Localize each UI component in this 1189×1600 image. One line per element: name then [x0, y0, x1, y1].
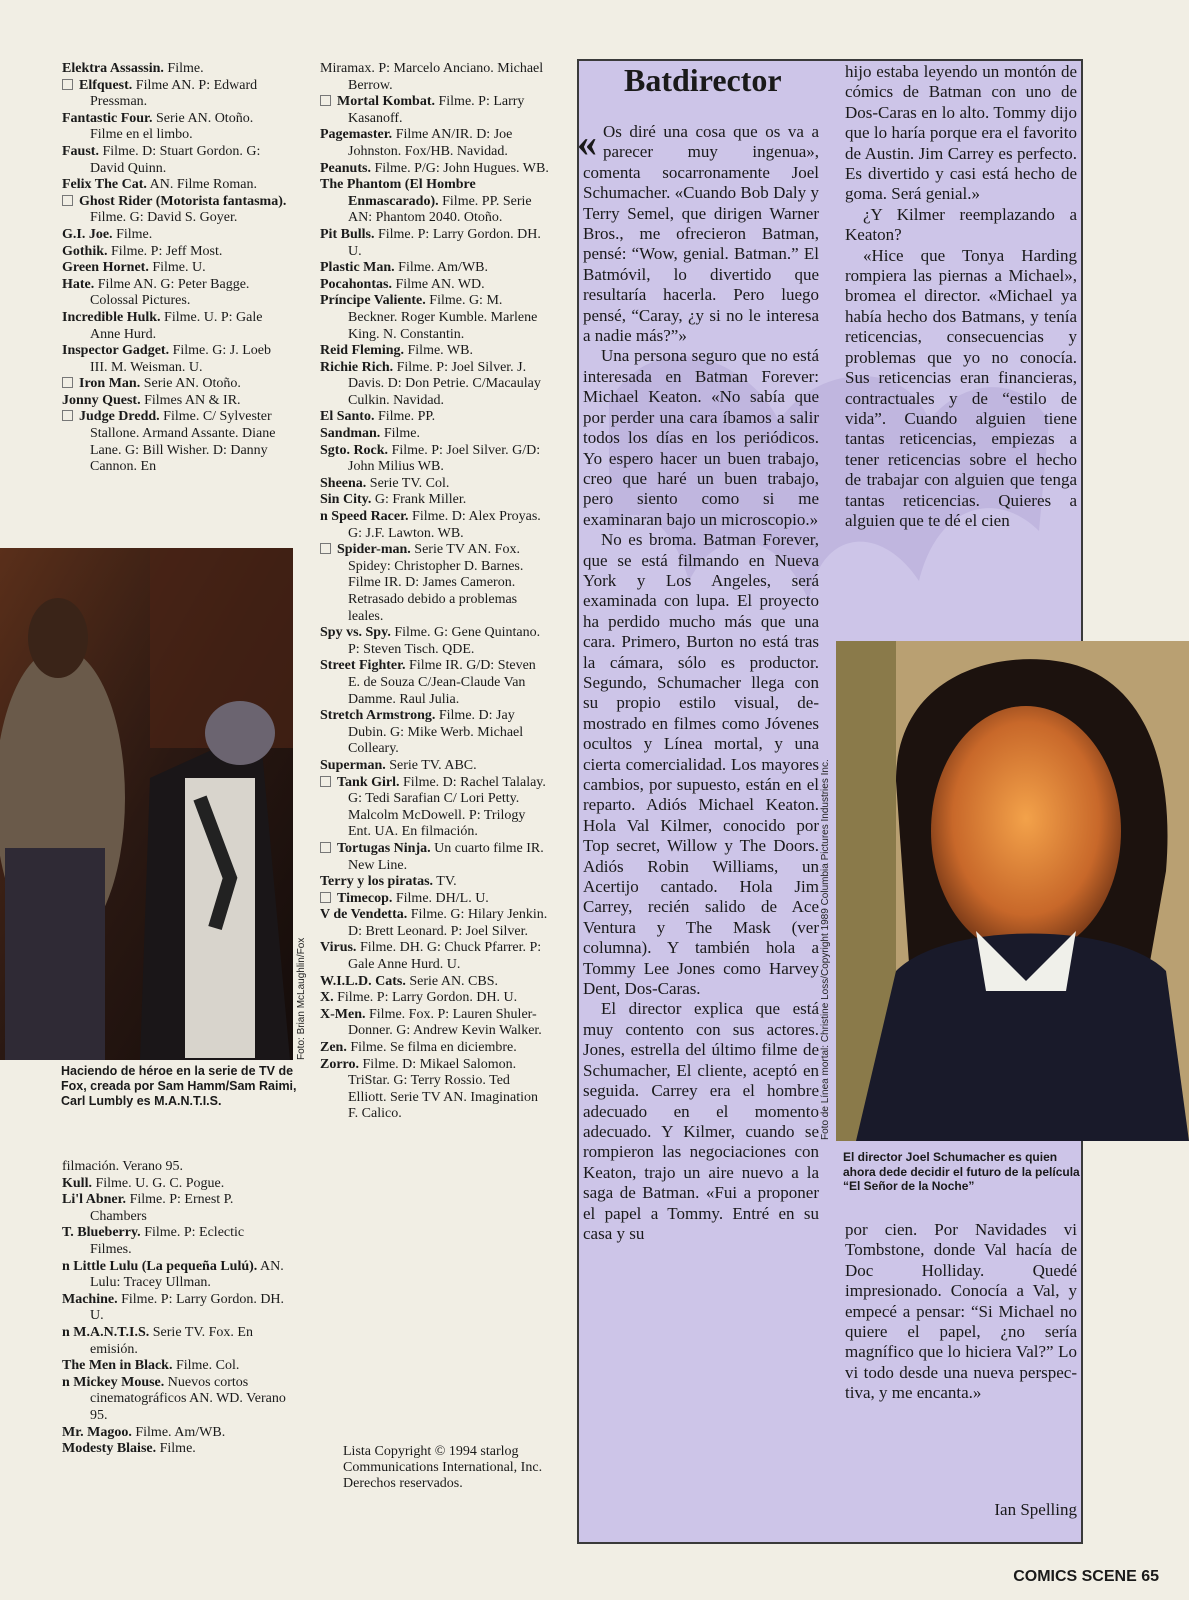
listing-title: Faust. — [62, 143, 99, 159]
listing-title: n Little Lulu (La pequeña Lulú). — [62, 1258, 258, 1274]
listing-details: Serie AN. Otoño. — [140, 376, 241, 392]
sidebar-paragraph — [845, 1220, 1077, 1404]
listing-title: Pagemaster. — [320, 127, 393, 143]
listing-details: Filme AN. WD. — [391, 276, 485, 292]
listing-title: n Speed Racer. — [320, 509, 409, 525]
listing-entry — [320, 542, 550, 625]
listing-title: Plastic Man. — [320, 260, 395, 276]
listing-details: Serie AN. CBS. — [405, 973, 499, 989]
listing-details: Filme. G: M. Beckner. Roger Kumble. Marlene King. N. Constantin. — [348, 293, 538, 342]
listing-entry — [320, 841, 550, 874]
listing-title: Fantastic Four. — [62, 110, 153, 126]
listing-title: Spy vs. Spy. — [320, 625, 391, 641]
checkbox-icon — [320, 892, 331, 903]
listing-column-1-top — [62, 61, 288, 476]
listing-details: Filme. P: Joel Silver. J. Davis. D: Don Petrie. C/Macaulay Culkin. Navidad. — [348, 359, 541, 408]
listing-entry — [320, 360, 550, 410]
listing-title: Terry y los piratas. — [320, 874, 434, 890]
listing-details: Filme. D: Mikael Salomon. TriStar. G: Terry Rossio. Ted Elliott. Serie TV AN. Imagination F. Calico. — [348, 1056, 539, 1122]
listing-entry — [320, 990, 550, 1007]
mantis-photo-image — [0, 548, 293, 1060]
listing-details: Filme. D: Alex Proyas. G: J.F. Lawton. WB. — [348, 509, 541, 541]
listing-entry — [320, 940, 550, 973]
listing-entry — [320, 409, 550, 426]
listing-details: Filme. P: Jeff Most. — [107, 243, 223, 259]
listing-title: Superman. — [320, 757, 386, 773]
listing-details: AN. Lulu: Tracey Ullman. — [90, 1258, 284, 1291]
listing-title: Modesty Blaise. — [62, 1441, 157, 1457]
quote-mark-icon: « — [577, 120, 597, 165]
listing-details: Un cuarto filme IR. New Line. — [348, 840, 544, 873]
listing-entry — [320, 658, 550, 708]
listing-details: Filme. — [156, 1441, 196, 1457]
listing-entry — [320, 127, 550, 160]
copyright-note: Lista Copyright © 1994 starlog Communications International, Inc. Derechos reservados. — [343, 1444, 543, 1491]
listing-entry — [62, 393, 288, 410]
listing-details: Filme. D: Rachel Talalay. G: Tedi Sarafian C/ Lori Petty. Malcolm McDowell. P: Trilogy Ent. UA. En filmación. — [348, 774, 546, 840]
listing-entry — [320, 177, 550, 227]
sidebar-paragraph-text: Una persona seguro que no está interesada en Batman Forever: Michael Keaton. «No sabía que por perder una cara íbamos a salir todos los días en los periódicos. Yo espero hacer un buen trabajo, creo que haré un buen trabajo, pero siento como si me examinaran bajo un microscopio.» — [583, 346, 819, 529]
listing-details: Filme. U. G. C. Pogue. — [91, 1175, 225, 1191]
listing-title: X. — [320, 990, 334, 1006]
listing-title: Tortugas Ninja. — [337, 840, 431, 856]
listing-entry — [62, 144, 288, 177]
listing-title: Judge Dredd. — [79, 409, 160, 425]
sidebar-paragraph-text: hijo estaba leyendo un montón de cómics de Batman con uno de Dos-Caras en lo alto. Tommy dijo que lo haría porque era el favorito de Austin. Jim Carrey es perfecto. Es divertido y casi está hecho de goma. Será genial.» — [845, 62, 1077, 204]
listing-title: Jonny Quest. — [62, 392, 141, 408]
listing-details: Filme. G: Hilary Jenkin. D: Brett Leonard. P: Joel Silver. — [348, 907, 548, 939]
listing-entry — [320, 492, 550, 509]
sidebar-paragraph-text: No es broma. Batman Forever, que se está filmando en Nueva York y Los Angeles, será examinada con lupa. El proyecto ha perdido mucho más que una cara. Primero, Burton no está tras la cámara, sólo es productor. Segundo, Schumacher llega con su propio estilo visual, demostrado en filmes como Jóvenes ocultos y Línea mortal, y una cierta comercialidad. Los mayores cambios, por supuesto, están en el reparto. Adiós Michael Keaton. Hola Val Kilmer, conocido por Top secret, Willow y The Doors. Adiós Robin Williams, un Acertijo cantado. Hola Jim Carrey, recién salido de Ace Ventura y The Mask (ver columna). Y también hola a Tommy Lee Jones como Harvey Dent, Dos-Caras. — [583, 530, 819, 999]
listing-title: Zorro. — [320, 1056, 360, 1072]
listing-details: Serie AN. Otoño. Filme en el limbo. — [90, 110, 254, 143]
listing-entry — [320, 509, 550, 542]
checkbox-icon — [320, 95, 331, 106]
listing-entry — [62, 61, 288, 78]
listing-entry — [320, 891, 550, 908]
checkbox-icon — [320, 776, 331, 787]
listing-details: Filme. — [163, 61, 204, 76]
listing-entry — [320, 1040, 550, 1057]
listing-details: TV. — [433, 874, 457, 890]
listing-details: Filme. P: Larry Gordon. DH. U. — [333, 990, 518, 1006]
listing-details: Filme. — [112, 226, 153, 242]
listing-details: G: Frank Miller. — [371, 492, 467, 508]
listing-details: Filme IR. G/D: Steven E. de Souza C/Jean-Claude Van Damme. Raul Julia. — [348, 658, 536, 707]
listing-entry — [320, 625, 550, 658]
sidebar-paragraph-text: por cien. Por Navidades vi Tombstone, donde Val hacía de Doc Holliday. Quedé impresionado. Conocía a Val, y empecé a pensar: “Si Michael no quiere el papel, ¿no sería magnífico que lo hiciera Val?” Lo vi todo desde una nueva perspectiva, y me encanta.» — [845, 1220, 1077, 1403]
listing-details: Filme. G: Gene Quintano. P: Steven Tisch. QDE. — [348, 625, 541, 657]
listing-title: Ghost Rider (Motorista fantasma). — [79, 193, 287, 209]
sidebar-left-column — [577, 120, 819, 1244]
listing-title: T. Blueberry. — [62, 1225, 141, 1241]
listing-entry — [62, 1259, 288, 1292]
listing-entry — [62, 1176, 288, 1193]
listing-entry — [320, 227, 550, 260]
schumacher-photo-credit: Foto de Línea mortal: Christine Loss/Copyright 1989 Columbia Pictures Industries Inc. — [820, 759, 831, 1140]
checkbox-icon — [320, 543, 331, 554]
listing-entry — [62, 1159, 288, 1176]
listing-entry — [320, 974, 550, 991]
listing-details: Filme. DH. G: Chuck Pfarrer. P: Gale Anne Hurd. U. — [348, 940, 542, 973]
listing-entry — [320, 426, 550, 443]
listing-entry — [62, 1192, 288, 1225]
sidebar-paragraph-text: ¿Y Kilmer reemplazando a Keaton? — [845, 204, 1077, 245]
listing-entry — [62, 409, 288, 475]
listing-details: Filme. G: David S. Goyer. — [90, 210, 238, 226]
listing-entry — [62, 260, 288, 277]
listing-entry — [62, 1358, 288, 1375]
listing-title: Gothik. — [62, 243, 108, 259]
listing-details: Nuevos cortos cinematográficos AN. WD. Verano 95. — [90, 1374, 286, 1423]
listing-entry — [320, 61, 550, 94]
listing-entry — [320, 1057, 550, 1123]
checkbox-icon — [62, 195, 73, 206]
listing-title: Li'l Abner. — [62, 1192, 127, 1208]
listing-details: Filme. P: Larry Gordon. DH. U. — [348, 226, 541, 259]
listing-details: Filme. U. P: Gale Anne Hurd. — [90, 309, 263, 342]
listing-details: Serie TV AN. Fox. Spidey: Christopher D. Barnes. Filme IR. D: James Cameron. Retrasado debido a problemas leales. — [348, 542, 524, 624]
sidebar-paragraph — [583, 530, 819, 999]
listing-details: Filmes AN & IR. — [140, 392, 241, 408]
listing-title: The Phantom (El Hombre Enmascarado). — [320, 177, 476, 209]
listing-details: Filme AN. G: Peter Bagge. Colossal Pictures. — [90, 276, 250, 309]
mantis-photo-caption: Haciendo de héroe en la serie de TV de Fox, creada por Sam Hamm/Sam Raimi, Carl Lumbly es M.A.N.T.I.S. — [61, 1064, 297, 1108]
listing-title: El Santo. — [320, 409, 375, 425]
listing-entry — [62, 376, 288, 393]
listing-column-1-bottom — [62, 1159, 288, 1458]
listing-title: Machine. — [62, 1291, 118, 1307]
listing-details: Filme. PP. — [374, 409, 436, 425]
listing-details: Filme. Se filma en diciembre. — [346, 1040, 517, 1056]
listing-title: Pit Bulls. — [320, 226, 375, 242]
sidebar-paragraph — [845, 246, 1077, 532]
listing-details: Miramax. P: Marcelo Anciano. Michael Berrow. — [320, 61, 544, 93]
listing-title: Sheena. — [320, 475, 367, 491]
listing-entry — [62, 244, 288, 261]
listing-title: Sin City. — [320, 492, 372, 508]
listing-title: Kull. — [62, 1175, 92, 1191]
listing-entry — [320, 476, 550, 493]
listing-title: Reid Fleming. — [320, 343, 404, 359]
listing-title: Inspector Gadget. — [62, 343, 170, 359]
listing-entry — [320, 758, 550, 775]
page-footer: COMICS SCENE 65 — [1013, 1568, 1159, 1585]
listing-entry — [62, 227, 288, 244]
listing-entry — [62, 343, 288, 376]
listing-entry — [62, 310, 288, 343]
listing-details: Filme. — [380, 426, 420, 442]
listing-details: Filme. G: J. Loeb III. M. Weisman. U. — [90, 343, 271, 375]
listing-details: Filme. WB. — [404, 343, 473, 359]
listing-entry — [62, 78, 288, 111]
listing-details: Filme. P/G: John Hugues. WB. — [370, 160, 549, 176]
listing-details: Filme AN/IR. D: Joe Johnston. Fox/HB. Navidad. — [348, 127, 513, 159]
sidebar-paragraph — [583, 346, 819, 530]
mantis-photo-credit: Foto: Brian McLaughlin/Fox — [296, 937, 307, 1060]
checkbox-icon — [62, 79, 73, 90]
listing-entry — [62, 1325, 288, 1358]
checkbox-icon — [62, 410, 73, 421]
listing-details: Serie TV. ABC. — [385, 757, 477, 773]
listing-details: Filme. P: Larry Gordon. DH. U. — [90, 1291, 285, 1324]
listing-details: Serie TV. Fox. En emisión. — [90, 1324, 253, 1357]
listing-title: Hate. — [62, 276, 95, 292]
listing-title: n Mickey Mouse. — [62, 1374, 165, 1390]
listing-entry — [62, 1441, 288, 1458]
listing-details: Filme. D: Stuart Gordon. G: David Quinn. — [90, 143, 261, 176]
listing-title: X-Men. — [320, 1006, 366, 1022]
listing-details: AN. Filme Roman. — [146, 177, 257, 193]
listing-title: Sandman. — [320, 426, 381, 442]
checkbox-icon — [320, 842, 331, 853]
listing-entry — [320, 293, 550, 343]
listing-title: Richie Rich. — [320, 359, 394, 375]
listing-title: Felix The Cat. — [62, 177, 147, 193]
listing-entry — [320, 260, 550, 277]
listing-title: n M.A.N.T.I.S. — [62, 1324, 150, 1340]
listing-title: Príncipe Valiente. — [320, 293, 426, 309]
listing-details: Filme. U. — [148, 260, 206, 276]
listing-title: The Men in Black. — [62, 1358, 173, 1374]
listing-details: Filme. P: Ernest P. Chambers — [90, 1192, 234, 1224]
listing-title: Tank Girl. — [337, 774, 400, 790]
listing-title: Green Hornet. — [62, 260, 149, 276]
listing-title: Peanuts. — [320, 160, 371, 176]
listing-title: Pocahontas. — [320, 276, 392, 292]
listing-details: Filme. Am/WB. — [131, 1424, 226, 1440]
listing-entry — [62, 1375, 288, 1425]
schumacher-photo-image — [836, 641, 1189, 1141]
listing-details: Filme. C/ Sylvester Stallone. Armand Assante. Diane Lane. G: Bill Wisher. D: Danny Cannon. En — [90, 409, 276, 475]
listing-entry — [320, 907, 550, 940]
listing-details: Filme. P: Larry Kasanoff. — [348, 94, 525, 126]
sidebar-paragraph — [845, 205, 1077, 246]
listing-title: Timecop. — [337, 890, 393, 906]
listing-entry — [62, 277, 288, 310]
listing-entry — [320, 443, 550, 476]
schumacher-photo-caption: El director Joel Schumacher es quien ahora dede decidir el futuro de la película “El Señor de la Noche” — [843, 1150, 1080, 1193]
listing-title: Incredible Hulk. — [62, 309, 161, 325]
listing-details: Filme. Col. — [172, 1358, 240, 1374]
listing-entry — [320, 1007, 550, 1040]
listing-entry — [320, 874, 550, 891]
listing-entry — [320, 775, 550, 841]
listing-entry — [62, 1225, 288, 1258]
listing-title: Mortal Kombat. — [337, 94, 435, 110]
listing-title: Spider-man. — [337, 542, 411, 558]
listing-details: Filme. P: Eclectic Filmes. — [90, 1225, 245, 1257]
listing-title: Iron Man. — [79, 376, 141, 392]
checkbox-icon — [62, 377, 73, 388]
listing-title: V de Vendetta. — [320, 907, 408, 923]
listing-title: Sgto. Rock. — [320, 442, 389, 458]
listing-entry — [320, 94, 550, 127]
sidebar-title: Batdirector — [624, 62, 782, 98]
sidebar-paragraph — [577, 120, 819, 346]
listing-details: Filme AN. P: Edward Pressman. — [90, 77, 258, 110]
listing-title: G.I. Joe. — [62, 226, 113, 242]
listing-entry — [62, 177, 288, 194]
listing-column-2 — [320, 61, 550, 1123]
sidebar-paragraph — [845, 62, 1077, 205]
listing-details: Filme. P: Joel Silver. G/D: John Milius WB. — [348, 442, 541, 475]
listing-entry — [62, 111, 288, 144]
listing-title: Virus. — [320, 940, 357, 956]
listing-title: Stretch Armstrong. — [320, 708, 436, 724]
sidebar-paragraph — [583, 999, 819, 1244]
sidebar-author: Ian Spelling — [994, 1500, 1077, 1519]
listing-entry — [62, 1425, 288, 1442]
listing-entry — [320, 277, 550, 294]
listing-entry — [320, 708, 550, 758]
mantis-photo — [0, 548, 293, 1060]
listing-entry — [320, 161, 550, 178]
listing-title: W.I.L.D. Cats. — [320, 973, 406, 989]
listing-entry — [62, 1292, 288, 1325]
listing-title: Elektra Assassin. — [62, 61, 164, 76]
listing-details: Filme. Fox. P: Lauren Shuler-Donner. G: Andrew Kevin Walker. — [348, 1006, 542, 1039]
sidebar-right-column-bottom — [845, 1220, 1077, 1404]
listing-title: Street Fighter. — [320, 658, 406, 674]
listing-title: Elfquest. — [79, 77, 133, 93]
sidebar-right-column-top — [845, 62, 1077, 531]
listing-details: Filme. PP. Serie AN: Phantom 2040. Otoño. — [348, 193, 532, 226]
sidebar-paragraph-text: «Hice que Tonya Harding rompiera las piernas a Michael», bromea el director. «Michael ya había hecho dos Batmans, y tenía reticencias, consecuencias y problemas que yo no conocía. Sus reticencias eran financieras, contractuales y de “estilo de vida”. Cuando alguien tiene tantas reticencias, empiezas a tener reticencias sobre el hecho de trabajar con alguien que tenga tantas reticencias. Quieres a alguien que te dé el cien — [845, 245, 1077, 530]
listing-details: Serie TV. Col. — [366, 475, 450, 491]
listing-entry — [62, 194, 288, 227]
sidebar-paragraph-text: Os diré una cosa que os va a parecer muy ingenua», comenta socarronamente Joel Schumacher. «Cuando Bob Daly y Terry Semel, que dirigen Warner Bros., me ofrecieron Batman, pensé: “Wow, genial. Batman.” El Batmóvil, lo divertido que resultaría hacerla. Pero luego pensé, “Caray, ¿y si no le interesa a nadie más?”» — [583, 122, 819, 346]
schumacher-photo — [836, 641, 1189, 1141]
listing-title: Mr. Magoo. — [62, 1424, 132, 1440]
listing-details: Filme. DH/L. U. — [392, 890, 489, 906]
listing-details: Filme. Am/WB. — [394, 260, 488, 276]
listing-details: Filme. D: Jay Dubin. G: Mike Werb. Michael Colleary. — [348, 708, 524, 757]
sidebar-paragraph-text: El director explica que está muy contento con sus actores. Jones, estrella del último filme de Schumacher, El cliente, aceptó en seguida. Carrey era el hombre adecuado en el momento adecuado. Y Kilmer, cuando se rompieron las negociaciones con Keaton, trajo un aire nuevo a la saga de Batman. «Fui a proponer el papel a Tommy. Entré en su casa y su — [583, 999, 819, 1243]
listing-details: filmación. Verano 95. — [62, 1159, 184, 1174]
listing-title: Zen. — [320, 1040, 347, 1056]
listing-entry — [320, 343, 550, 360]
